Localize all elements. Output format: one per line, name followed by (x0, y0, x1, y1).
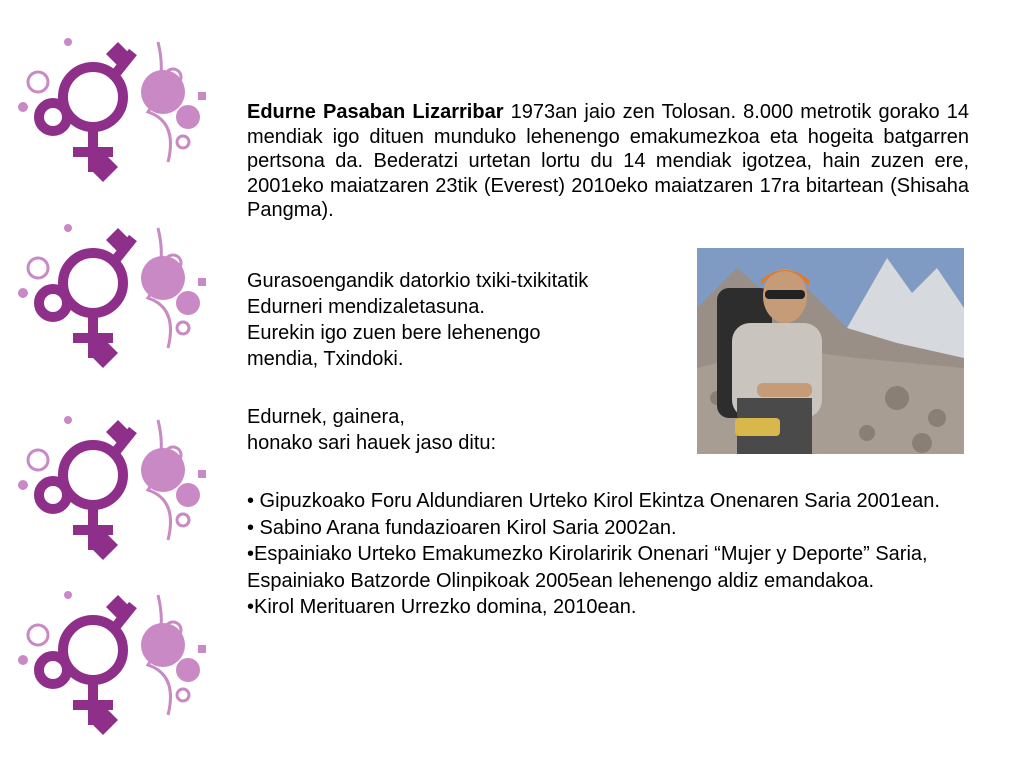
intro-paragraph (247, 100, 969, 223)
prizes-intro-line: Edurnek, gainera, (247, 406, 405, 428)
family-paragraph (247, 268, 588, 372)
person-name: Edurne Pasaban Lizarribar (247, 101, 504, 123)
list-item: • Sabino Arana fundazioaren Kirol Saria 2002an. (247, 516, 677, 539)
list-item: • Gipuzkoako Foru Aldundiaren Urteko Kirol Ekintza Onenaren Saria 2001ean. (247, 490, 940, 512)
female-symbol-ornament (8, 575, 218, 765)
family-line: mendia, Txindoki. (247, 348, 404, 370)
list-item: •Espainiako Urteko Emakumezko Kirolaririk Onenari “Mujer y Deporte” Saria, Espainiako Batzorde Olinpikoak 2005ean lehenengo aldiz emandakoa. (247, 543, 928, 592)
female-symbol-ornament (8, 400, 218, 590)
female-symbol-ornament (8, 208, 218, 398)
prizes-intro (247, 404, 496, 456)
decorative-sidebar (0, 0, 230, 768)
family-line: Gurasoengandik datorkio txiki-txikitatik (247, 270, 589, 292)
family-line: Eurekin igo zuen bere lehenengo (247, 322, 541, 344)
intro-section (247, 100, 969, 223)
intro-text: 1973an jaio zen Tolosan. 8.000 metrotik gorako 14 mendiak igo dituen munduko lehenengo emakumezkoa eta hogeita batgarren pertsona da. Bederatzi urtetan lortu du 14 mendiak igotzea, hain zuzen ere, 2001eko maiatzaren 23tik (Everest) 2010eko maiatzaren 17ra bitartean (Shisaha Pangma). (247, 101, 969, 221)
awards-list (247, 488, 969, 621)
female-symbol-ornament (8, 22, 218, 212)
mountaineer-photo (697, 248, 964, 454)
list-item: •Kirol Merituaren Urrezko domina, 2010ean. (247, 596, 637, 618)
family-line: Edurneri mendizaletasuna. (247, 296, 485, 318)
prizes-intro-line: honako sari hauek jaso ditu: (247, 432, 497, 454)
